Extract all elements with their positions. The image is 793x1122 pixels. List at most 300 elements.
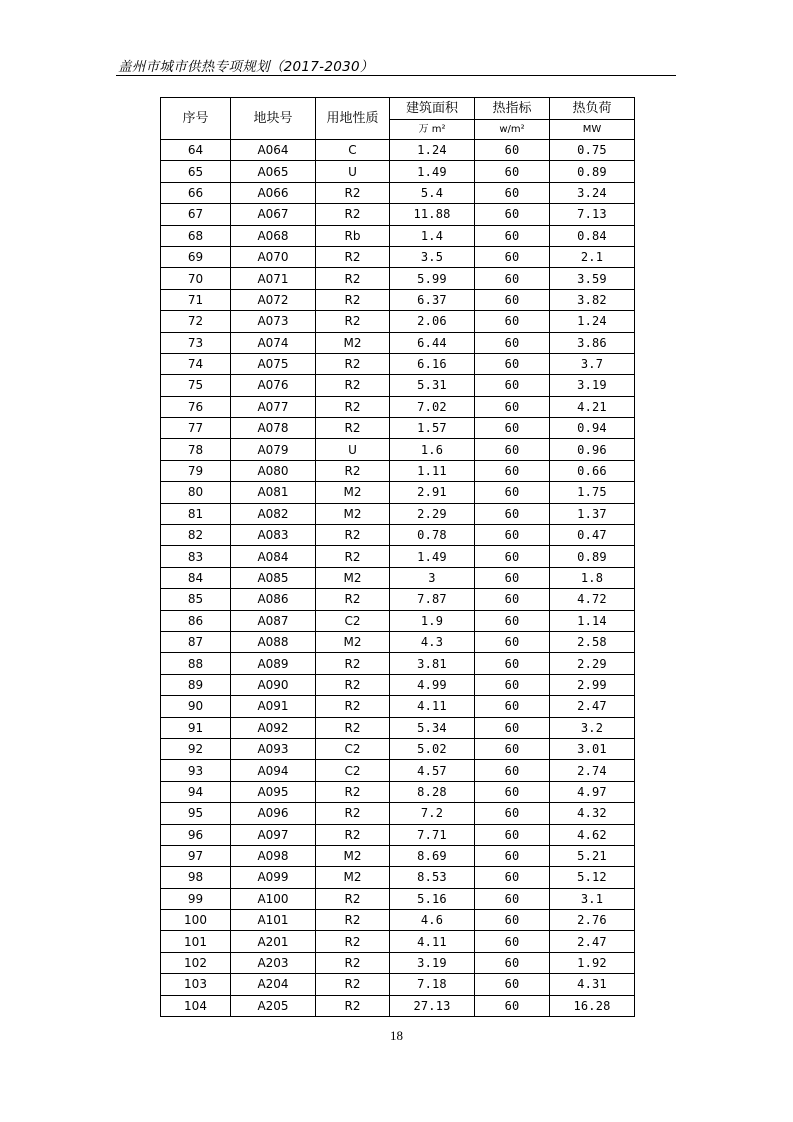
cell-plot: A071: [231, 268, 316, 289]
cell-land-use: R2: [316, 353, 390, 374]
header-heat-index: 热指标: [475, 98, 550, 120]
cell-plot: A087: [231, 610, 316, 631]
table-row: [161, 867, 635, 888]
cell-heat-index: 60: [475, 482, 550, 503]
cell-heat-index: 60: [475, 204, 550, 225]
cell-plot: A076: [231, 375, 316, 396]
cell-land-use: R2: [316, 952, 390, 973]
cell-plot: A093: [231, 738, 316, 759]
cell-seq: 81: [161, 503, 231, 524]
cell-seq: 88: [161, 653, 231, 674]
cell-land-use: R2: [316, 182, 390, 203]
table-row: [161, 653, 635, 674]
cell-land-use: R2: [316, 717, 390, 738]
cell-area: 1.49: [390, 546, 475, 567]
cell-heat-load: 1.24: [550, 311, 635, 332]
cell-heat-load: 2.1: [550, 246, 635, 267]
cell-heat-index: 60: [475, 140, 550, 161]
cell-heat-load: 0.47: [550, 525, 635, 546]
cell-land-use: M2: [316, 332, 390, 353]
cell-land-use: M2: [316, 503, 390, 524]
cell-plot: A205: [231, 995, 316, 1016]
table-row: [161, 311, 635, 332]
cell-heat-index: 60: [475, 589, 550, 610]
cell-heat-index: 60: [475, 182, 550, 203]
cell-area: 1.49: [390, 161, 475, 182]
cell-seq: 83: [161, 546, 231, 567]
cell-heat-index: 60: [475, 546, 550, 567]
cell-land-use: M2: [316, 867, 390, 888]
cell-area: 2.29: [390, 503, 475, 524]
cell-heat-load: 0.84: [550, 225, 635, 246]
cell-seq: 76: [161, 396, 231, 417]
cell-plot: A066: [231, 182, 316, 203]
cell-plot: A083: [231, 525, 316, 546]
cell-seq: 96: [161, 824, 231, 845]
cell-seq: 71: [161, 289, 231, 310]
table-row: [161, 546, 635, 567]
cell-seq: 97: [161, 845, 231, 866]
cell-plot: A065: [231, 161, 316, 182]
cell-area: 5.34: [390, 717, 475, 738]
cell-plot: A064: [231, 140, 316, 161]
cell-heat-load: 16.28: [550, 995, 635, 1016]
table-row: [161, 974, 635, 995]
cell-plot: A201: [231, 931, 316, 952]
cell-land-use: R2: [316, 418, 390, 439]
cell-heat-index: 60: [475, 311, 550, 332]
cell-heat-index: 60: [475, 717, 550, 738]
cell-heat-load: 4.97: [550, 781, 635, 802]
cell-plot: A092: [231, 717, 316, 738]
cell-heat-load: 3.59: [550, 268, 635, 289]
cell-seq: 93: [161, 760, 231, 781]
cell-heat-index: 60: [475, 439, 550, 460]
cell-heat-index: 60: [475, 931, 550, 952]
cell-seq: 95: [161, 803, 231, 824]
cell-plot: A078: [231, 418, 316, 439]
cell-seq: 82: [161, 525, 231, 546]
cell-heat-load: 0.75: [550, 140, 635, 161]
table-row: [161, 482, 635, 503]
cell-land-use: R2: [316, 396, 390, 417]
table-row: [161, 439, 635, 460]
cell-area: 8.53: [390, 867, 475, 888]
cell-land-use: R2: [316, 995, 390, 1016]
cell-heat-load: 3.82: [550, 289, 635, 310]
cell-plot: A070: [231, 246, 316, 267]
table-row: [161, 696, 635, 717]
cell-seq: 103: [161, 974, 231, 995]
cell-heat-load: 1.37: [550, 503, 635, 524]
cell-land-use: C2: [316, 610, 390, 631]
cell-land-use: R2: [316, 289, 390, 310]
cell-heat-index: 60: [475, 995, 550, 1016]
cell-area: 5.02: [390, 738, 475, 759]
cell-area: 5.4: [390, 182, 475, 203]
cell-heat-load: 0.94: [550, 418, 635, 439]
cell-heat-index: 60: [475, 888, 550, 909]
cell-area: 4.57: [390, 760, 475, 781]
cell-heat-load: 2.47: [550, 696, 635, 717]
cell-heat-load: 3.1: [550, 888, 635, 909]
cell-seq: 87: [161, 631, 231, 652]
cell-area: 3: [390, 567, 475, 588]
cell-heat-load: 0.89: [550, 546, 635, 567]
cell-seq: 80: [161, 482, 231, 503]
cell-land-use: R2: [316, 781, 390, 802]
cell-seq: 68: [161, 225, 231, 246]
cell-seq: 91: [161, 717, 231, 738]
table-row: [161, 140, 635, 161]
cell-area: 5.31: [390, 375, 475, 396]
cell-heat-index: 60: [475, 696, 550, 717]
cell-seq: 94: [161, 781, 231, 802]
cell-plot: A088: [231, 631, 316, 652]
cell-area: 11.88: [390, 204, 475, 225]
table-row: [161, 781, 635, 802]
cell-heat-index: 60: [475, 268, 550, 289]
cell-plot: A100: [231, 888, 316, 909]
cell-seq: 90: [161, 696, 231, 717]
table-header: [161, 98, 635, 140]
cell-land-use: C2: [316, 738, 390, 759]
table-row: [161, 204, 635, 225]
cell-heat-load: 1.14: [550, 610, 635, 631]
cell-heat-index: 60: [475, 396, 550, 417]
cell-heat-load: 3.24: [550, 182, 635, 203]
cell-area: 5.16: [390, 888, 475, 909]
table-row: [161, 503, 635, 524]
cell-heat-index: 60: [475, 803, 550, 824]
cell-seq: 74: [161, 353, 231, 374]
cell-land-use: R2: [316, 460, 390, 481]
cell-seq: 79: [161, 460, 231, 481]
cell-seq: 89: [161, 674, 231, 695]
cell-area: 4.11: [390, 696, 475, 717]
table-row: [161, 567, 635, 588]
cell-seq: 66: [161, 182, 231, 203]
cell-plot: A079: [231, 439, 316, 460]
cell-area: 4.3: [390, 631, 475, 652]
cell-seq: 69: [161, 246, 231, 267]
cell-plot: A203: [231, 952, 316, 973]
cell-area: 3.5: [390, 246, 475, 267]
table-row: [161, 760, 635, 781]
page-number: 18: [390, 1028, 403, 1043]
cell-area: 1.11: [390, 460, 475, 481]
cell-heat-load: 3.19: [550, 375, 635, 396]
table-row: [161, 931, 635, 952]
table-row: [161, 738, 635, 759]
cell-plot: A098: [231, 845, 316, 866]
table-row: [161, 353, 635, 374]
cell-plot: A085: [231, 567, 316, 588]
cell-land-use: R2: [316, 311, 390, 332]
cell-heat-load: 4.32: [550, 803, 635, 824]
cell-heat-index: 60: [475, 567, 550, 588]
cell-seq: 78: [161, 439, 231, 460]
cell-heat-load: 4.21: [550, 396, 635, 417]
table-row: [161, 631, 635, 652]
cell-area: 7.18: [390, 974, 475, 995]
cell-plot: A077: [231, 396, 316, 417]
cell-plot: A099: [231, 867, 316, 888]
cell-plot: A084: [231, 546, 316, 567]
header-row-main: [161, 98, 635, 120]
cell-heat-load: 5.21: [550, 845, 635, 866]
cell-land-use: M2: [316, 631, 390, 652]
table-body: [161, 140, 635, 1017]
cell-area: 5.99: [390, 268, 475, 289]
cell-heat-index: 60: [475, 418, 550, 439]
cell-seq: 67: [161, 204, 231, 225]
cell-seq: 70: [161, 268, 231, 289]
cell-plot: A095: [231, 781, 316, 802]
table-row: [161, 161, 635, 182]
cell-area: 1.4: [390, 225, 475, 246]
cell-heat-load: 1.8: [550, 567, 635, 588]
cell-area: 7.02: [390, 396, 475, 417]
cell-area: 1.24: [390, 140, 475, 161]
cell-heat-index: 60: [475, 910, 550, 931]
cell-land-use: R2: [316, 824, 390, 845]
table-row: [161, 289, 635, 310]
running-header-title: 盖州市城市供热专项规划（2017-2030）: [118, 59, 374, 75]
cell-heat-load: 1.92: [550, 952, 635, 973]
cell-plot: A096: [231, 803, 316, 824]
cell-heat-load: 0.96: [550, 439, 635, 460]
table-row: [161, 888, 635, 909]
cell-area: 0.78: [390, 525, 475, 546]
cell-heat-load: 2.74: [550, 760, 635, 781]
cell-seq: 99: [161, 888, 231, 909]
cell-heat-index: 60: [475, 610, 550, 631]
cell-land-use: R2: [316, 589, 390, 610]
cell-area: 1.6: [390, 439, 475, 460]
cell-land-use: R2: [316, 268, 390, 289]
cell-land-use: Rb: [316, 225, 390, 246]
table-row: [161, 246, 635, 267]
cell-land-use: R2: [316, 525, 390, 546]
cell-land-use: R2: [316, 246, 390, 267]
cell-plot: A089: [231, 653, 316, 674]
table-row: [161, 525, 635, 546]
cell-seq: 84: [161, 567, 231, 588]
heat-load-table: [160, 97, 635, 1017]
table-row: [161, 610, 635, 631]
cell-area: 6.44: [390, 332, 475, 353]
cell-land-use: R2: [316, 888, 390, 909]
cell-area: 4.11: [390, 931, 475, 952]
cell-seq: 102: [161, 952, 231, 973]
table-row: [161, 375, 635, 396]
cell-land-use: R2: [316, 546, 390, 567]
cell-heat-index: 60: [475, 246, 550, 267]
header-area-unit: 万 m²: [390, 120, 475, 140]
cell-area: 3.19: [390, 952, 475, 973]
cell-plot: A090: [231, 674, 316, 695]
cell-heat-load: 4.31: [550, 974, 635, 995]
cell-seq: 101: [161, 931, 231, 952]
cell-heat-index: 60: [475, 289, 550, 310]
header-plot: 地块号: [231, 98, 316, 140]
cell-area: 27.13: [390, 995, 475, 1016]
table-row: [161, 845, 635, 866]
cell-seq: 92: [161, 738, 231, 759]
cell-land-use: M2: [316, 482, 390, 503]
cell-heat-load: 2.99: [550, 674, 635, 695]
cell-land-use: R2: [316, 931, 390, 952]
cell-seq: 86: [161, 610, 231, 631]
header-heat-index-unit: w/m²: [475, 120, 550, 140]
cell-plot: A101: [231, 910, 316, 931]
cell-plot: A073: [231, 311, 316, 332]
cell-seq: 75: [161, 375, 231, 396]
cell-plot: A082: [231, 503, 316, 524]
cell-heat-index: 60: [475, 225, 550, 246]
cell-land-use: R2: [316, 803, 390, 824]
cell-area: 2.06: [390, 311, 475, 332]
table-row: [161, 824, 635, 845]
cell-seq: 104: [161, 995, 231, 1016]
cell-heat-index: 60: [475, 332, 550, 353]
table-row: [161, 225, 635, 246]
cell-area: 7.87: [390, 589, 475, 610]
cell-land-use: R2: [316, 974, 390, 995]
cell-plot: A094: [231, 760, 316, 781]
cell-heat-index: 60: [475, 353, 550, 374]
table-row: [161, 717, 635, 738]
cell-heat-index: 60: [475, 845, 550, 866]
table-row: [161, 952, 635, 973]
header-rule: [116, 75, 676, 76]
cell-area: 4.99: [390, 674, 475, 695]
cell-plot: A204: [231, 974, 316, 995]
cell-heat-load: 3.86: [550, 332, 635, 353]
header-seq: 序号: [161, 98, 231, 140]
cell-area: 6.37: [390, 289, 475, 310]
cell-area: 1.9: [390, 610, 475, 631]
header-area: 建筑面积: [390, 98, 475, 120]
header-heat-load-unit: MW: [550, 120, 635, 140]
cell-heat-load: 4.62: [550, 824, 635, 845]
cell-seq: 65: [161, 161, 231, 182]
cell-land-use: R2: [316, 696, 390, 717]
header-heat-load: 热负荷: [550, 98, 635, 120]
table-row: [161, 910, 635, 931]
cell-heat-load: 2.58: [550, 631, 635, 652]
cell-heat-load: 1.75: [550, 482, 635, 503]
table-row: [161, 460, 635, 481]
cell-land-use: C2: [316, 760, 390, 781]
cell-heat-index: 60: [475, 375, 550, 396]
cell-heat-load: 2.76: [550, 910, 635, 931]
cell-seq: 77: [161, 418, 231, 439]
cell-heat-index: 60: [475, 781, 550, 802]
table-row: [161, 995, 635, 1016]
cell-heat-index: 60: [475, 824, 550, 845]
cell-area: 3.81: [390, 653, 475, 674]
cell-plot: A072: [231, 289, 316, 310]
cell-land-use: M2: [316, 567, 390, 588]
cell-seq: 100: [161, 910, 231, 931]
cell-plot: A080: [231, 460, 316, 481]
cell-heat-index: 60: [475, 974, 550, 995]
cell-heat-load: 7.13: [550, 204, 635, 225]
cell-heat-index: 60: [475, 525, 550, 546]
cell-plot: A097: [231, 824, 316, 845]
cell-plot: A086: [231, 589, 316, 610]
cell-land-use: R2: [316, 375, 390, 396]
table-row: [161, 589, 635, 610]
cell-land-use: U: [316, 161, 390, 182]
cell-plot: A091: [231, 696, 316, 717]
cell-area: 8.28: [390, 781, 475, 802]
cell-heat-load: 3.2: [550, 717, 635, 738]
cell-heat-load: 2.29: [550, 653, 635, 674]
cell-area: 4.6: [390, 910, 475, 931]
cell-area: 7.71: [390, 824, 475, 845]
cell-land-use: R2: [316, 653, 390, 674]
cell-area: 8.69: [390, 845, 475, 866]
cell-heat-index: 60: [475, 674, 550, 695]
cell-heat-load: 2.47: [550, 931, 635, 952]
table-row: [161, 182, 635, 203]
table-row: [161, 803, 635, 824]
cell-heat-load: 5.12: [550, 867, 635, 888]
cell-heat-index: 60: [475, 503, 550, 524]
cell-land-use: M2: [316, 845, 390, 866]
cell-land-use: R2: [316, 674, 390, 695]
table-row: [161, 396, 635, 417]
cell-area: 7.2: [390, 803, 475, 824]
cell-heat-index: 60: [475, 631, 550, 652]
cell-heat-load: 3.01: [550, 738, 635, 759]
cell-plot: A067: [231, 204, 316, 225]
cell-plot: A074: [231, 332, 316, 353]
table-row: [161, 674, 635, 695]
cell-heat-load: 3.7: [550, 353, 635, 374]
cell-heat-index: 60: [475, 460, 550, 481]
cell-heat-index: 60: [475, 952, 550, 973]
cell-heat-index: 60: [475, 161, 550, 182]
header-land-use: 用地性质: [316, 98, 390, 140]
cell-heat-index: 60: [475, 653, 550, 674]
cell-seq: 64: [161, 140, 231, 161]
cell-heat-load: 0.89: [550, 161, 635, 182]
cell-heat-index: 60: [475, 760, 550, 781]
cell-plot: A081: [231, 482, 316, 503]
cell-land-use: R2: [316, 204, 390, 225]
cell-seq: 72: [161, 311, 231, 332]
table-row: [161, 268, 635, 289]
cell-land-use: U: [316, 439, 390, 460]
cell-plot: A075: [231, 353, 316, 374]
table-row: [161, 418, 635, 439]
cell-land-use: C: [316, 140, 390, 161]
cell-seq: 98: [161, 867, 231, 888]
table-row: [161, 332, 635, 353]
cell-land-use: R2: [316, 910, 390, 931]
cell-heat-load: 4.72: [550, 589, 635, 610]
cell-heat-load: 0.66: [550, 460, 635, 481]
cell-seq: 85: [161, 589, 231, 610]
cell-area: 1.57: [390, 418, 475, 439]
cell-heat-index: 60: [475, 738, 550, 759]
cell-area: 2.91: [390, 482, 475, 503]
cell-plot: A068: [231, 225, 316, 246]
